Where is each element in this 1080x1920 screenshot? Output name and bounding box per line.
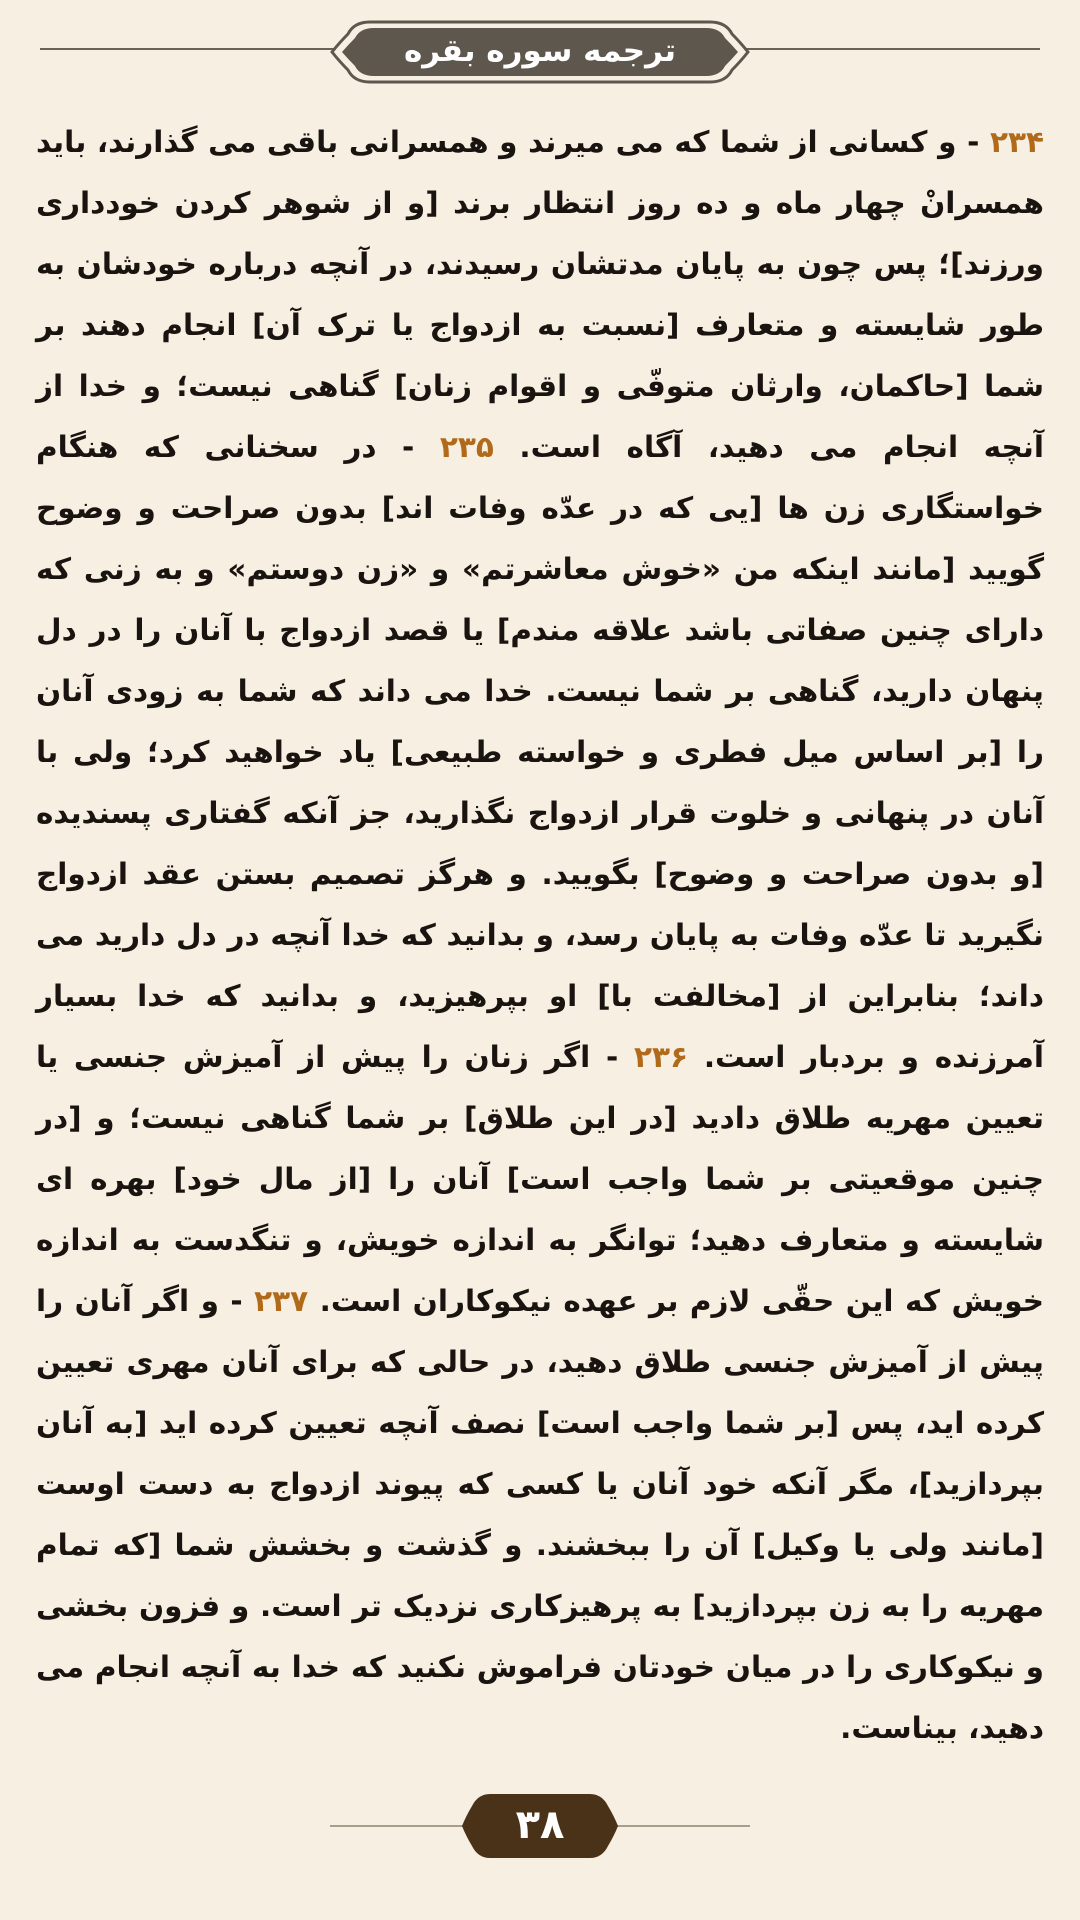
verse-number: ۲۳۴ [989, 125, 1044, 159]
verse-text: - اگر زنان را پیش از آمیزش جنسی یا تعیین مهریه طلاق دادید [در این طلاق] بر شما گناهی نیست؛ و [در چنین موقعیتی بر شما واجب است] آنان را [از مال خود] بهره ای شایسته و متعارف دهید؛ توانگر به اندازه خویش، و تنگدست به اندازه خویش که این حقّی لازم بر عهده نیکوکاران است. [36, 1040, 1045, 1318]
page-header [0, 0, 1080, 110]
verse-number: ۲۳۶ [634, 1040, 689, 1074]
verse-number: ۲۳۵ [439, 430, 494, 464]
page-footer [0, 1790, 1080, 1870]
verse-text: - و کسانی از شما که می میرند و همسرانی باقی می گذارند، باید همسرانْ چهار ماه و ده روز انتظار برند [و از شوهر کردن خودداری ورزند]؛ پس چون به پایان مدتشان رسیدند، در آنچه درباره خودشان به طور شایسته و متعارف [نسبت به ازدواج یا ترک آن] انجام دهند بر شما [حاکمان، وارثان متوفّی و اقوام زنان] گناهی نیست؛ و خدا از آنچه انجام می دهید، آگاه است. [36, 125, 1044, 464]
verse-text: - در سخنانی که هنگام خواستگاری زن ها [یی که در عدّه وفات اند] بدون صراحت و وضوح گویید [مانند اینکه من «خوش معاشرتم» و «زن دوستم» و به زنی که دارای چنین صفاتی باشد علاقه مندم] یا قصد ازدواج با آنان را در دل پنهان دارید، گناهی بر شما نیست. خدا می داند که شما به زودی آنان را [بر اساس میل فطری و خواسته طبیعی] یاد خواهید کرد؛ ولی با آنان در پنهانی و خلوت قرار ازدواج نگذارید، جز آنکه گفتاری پسندیده [و بدون صراحت و وضوح] بگویید. و هرگز تصمیم بستن عقد ازدواج نگیرید تا عدّه وفات به پایان رسد، و بدانید که خدا آنچه در دل دارید می داند؛ بنابراین از [مخالفت با] او بپرهیزید، و بدانید که خدا بسیار آمرزنده و بردبار است. [36, 430, 1045, 1074]
translation-paragraph [36, 112, 1044, 1759]
page-number-badge [460, 1790, 620, 1862]
verse-number: ۲۳۷ [254, 1284, 309, 1318]
header-banner [330, 20, 750, 84]
verse-text: - و اگر آنان را پیش از آمیزش جنسی طلاق دهید، در حالی که برای آنان مهری تعیین کرده اید، پس [بر شما واجب است] نصف آنچه تعیین کرده اید [به آنان بپردازید]، مگر آنکه خود آنان یا کسی که پیوند ازدواج به دست اوست [مانند ولی یا وکیل] آن را ببخشند. و گذشت و بخشش شما [که تمام مهریه را به زن بپردازید] به پرهیزکاری نزدیک تر است. و فزون بخشی و نیکوکاری را در میان خودتان فراموش نکنید که خدا به آنچه انجام می دهید، بیناست. [36, 1284, 1044, 1745]
page-number: ۳۸ [515, 1802, 565, 1848]
translation-text [36, 112, 1045, 1745]
surah-title: ترجمه سوره بقره [403, 33, 677, 69]
